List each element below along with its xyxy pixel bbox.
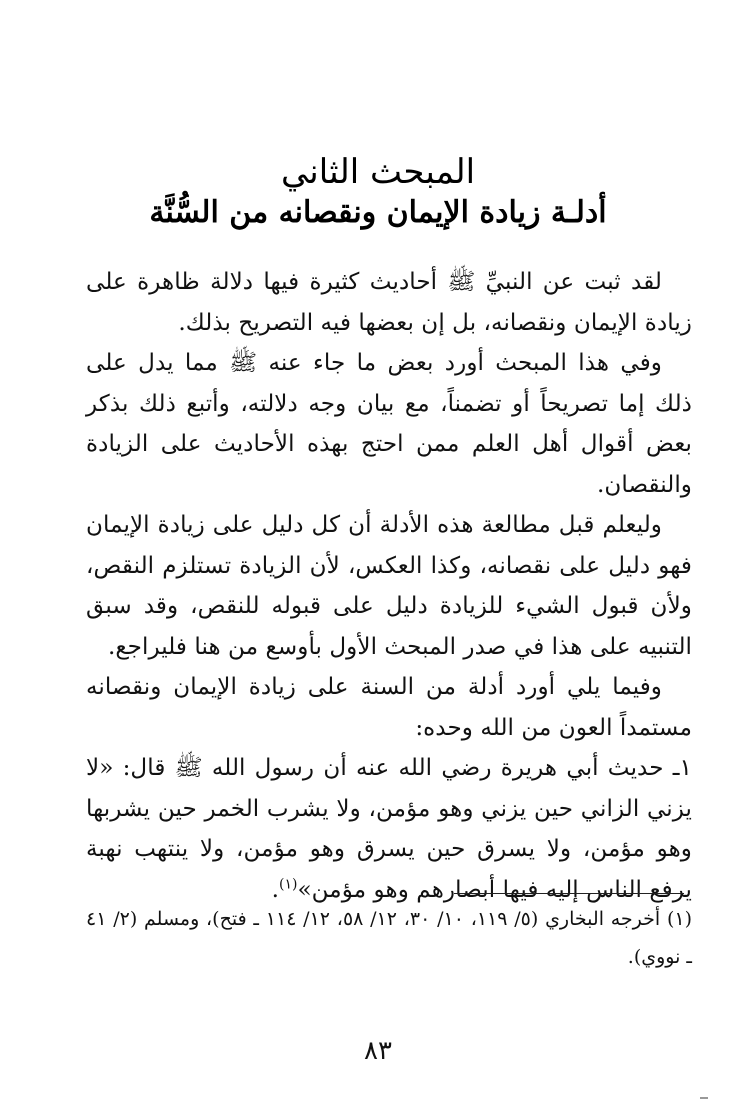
hadith-paragraph	[86, 748, 692, 910]
hadith-end-mark: .	[271, 875, 279, 903]
section-label: المبحث الثاني	[280, 152, 476, 192]
paragraph-method: وفي هذا المبحث أورد بعض ما جاء عنه ﷺ مما يدل على ذلك إما تصريحاً أو تضمناً، مع بيان وجه دلالته، وأتبع ذلك بذكر بعض أقوال أهل العلم ممن احتج بهذه الأحاديث على الزيادة والنقصان.	[86, 349, 692, 498]
section-title: أدلـة زيادة الإيمان ونقصانه من السُّنَّة	[149, 195, 607, 230]
hadith-text: ١ـ حديث أبي هريرة رضي الله عنه أن رسول الله ﷺ قال: «لا يزني الزاني حين يزني وهو مؤمن، ولا يشرب الخمر حين يشربها وهو مؤمن، ولا يسرق حين يسرق وهو مؤمن، ولا ينتهب نهبة يرفع الناس إليه فيها أبصارهم وهو مؤمن»	[86, 754, 692, 903]
paragraph-preface: وفيما يلي أورد أدلة من السنة على زيادة الإيمان ونقصانه مستمداً العون من الله وحده:	[86, 673, 692, 741]
paragraph-intro: لقد ثبت عن النبيِّ ﷺ أحاديث كثيرة فيها دلالة ظاهرة على زيادة الإيمان ونقصانه، بل إن بعضها فيه التصريح بذلك.	[86, 268, 692, 336]
footnote-reference[interactable]: (١)	[279, 875, 298, 892]
main-text	[86, 262, 692, 910]
paragraph-note: وليعلم قبل مطالعة هذه الأدلة أن كل دليل على زيادة الإيمان فهو دليل على نقصانه، وكذا العكس، لأن الزيادة تستلزم النقص، ولأن قبول الشيء للزيادة دليل على قبوله للنقص، وقد سبق التنبيه على هذا في صدر المبحث الأول بأوسع من هنا فليراجع.	[86, 511, 692, 660]
page-number: ٨٣	[364, 1036, 392, 1066]
scan-mark	[700, 1097, 708, 1099]
footnote: (١) أخرجه البخاري (٥/ ١١٩، ١٠/ ٣٠، ١٢/ ٥٨، ١٢/ ١١٤ ـ فتح)، ومسلم (٢/ ٤١ ـ نووي).	[86, 908, 693, 968]
footnote-divider	[454, 893, 684, 894]
